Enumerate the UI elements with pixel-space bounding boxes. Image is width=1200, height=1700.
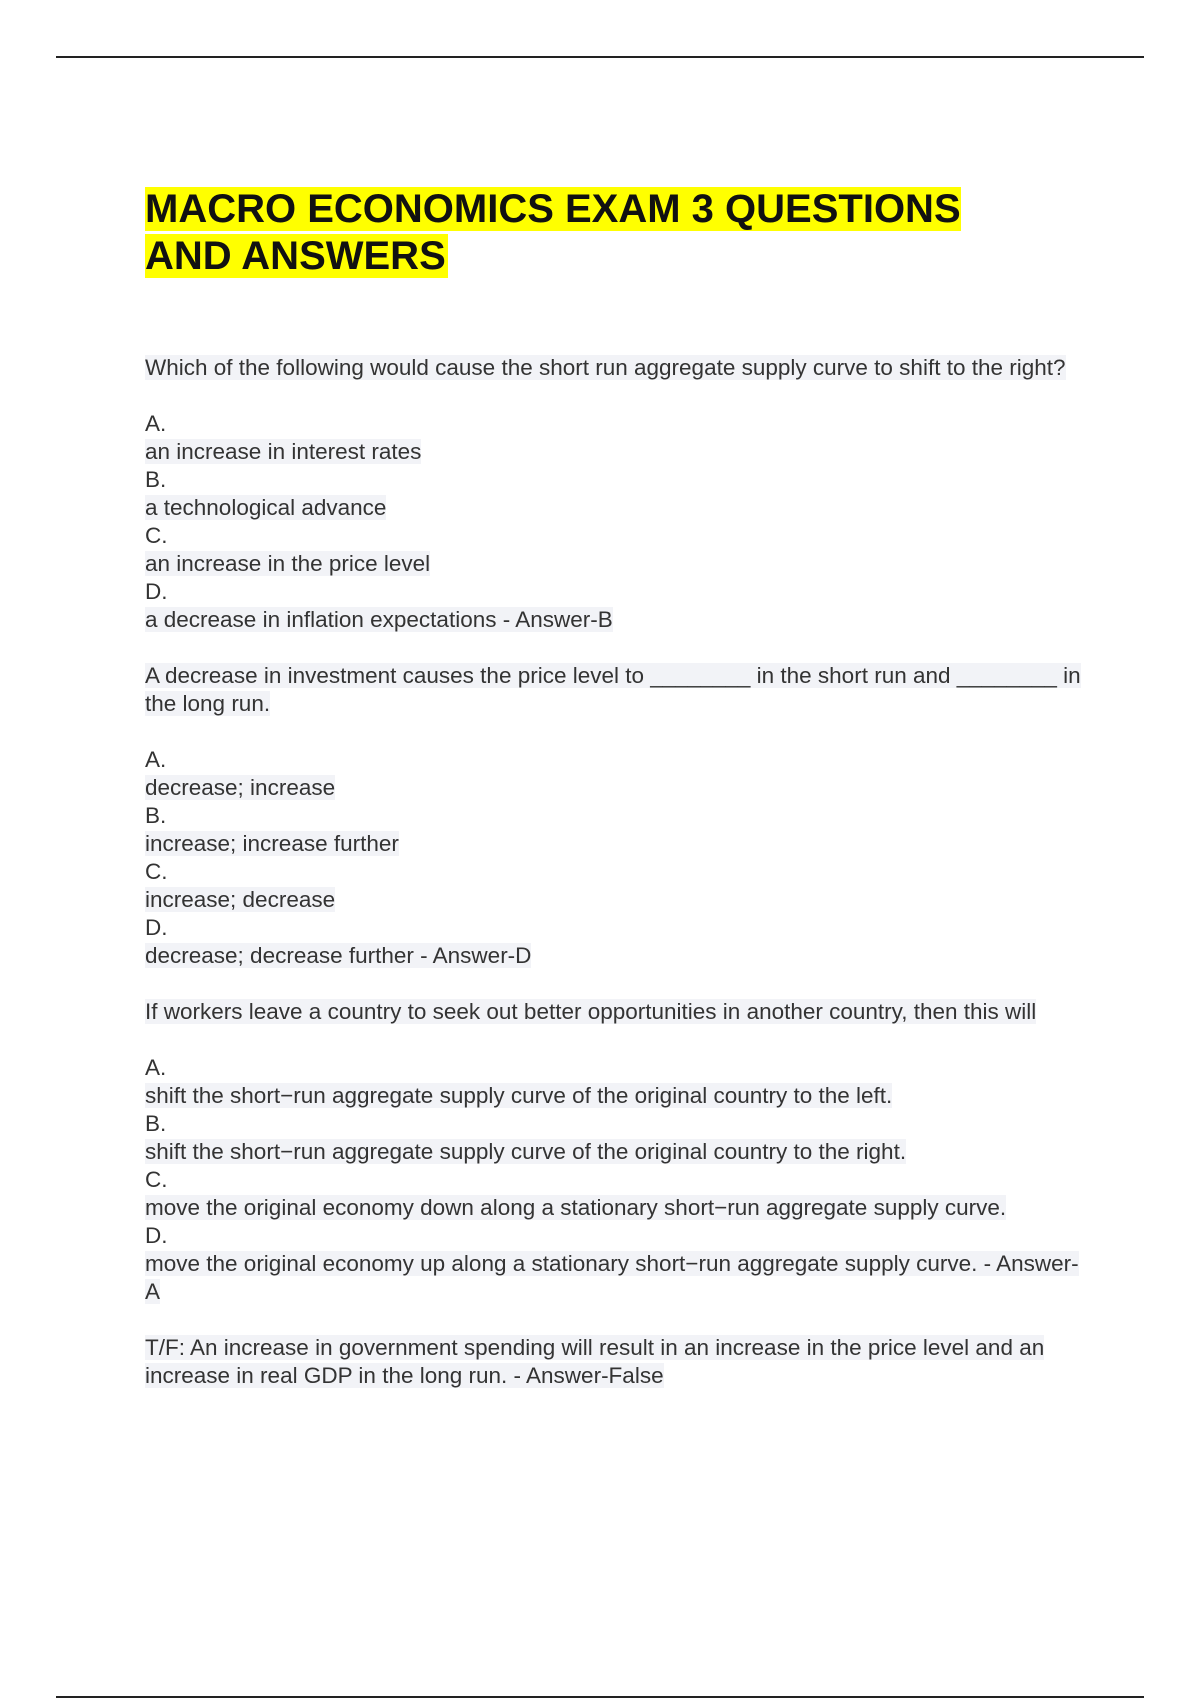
- true-false-question: T/F: An increase in government spending will result in an increase in the price level and an increase in real GDP in the long run. - Answer-False: [145, 1335, 1045, 1388]
- option-text: shift the short−run aggregate supply curve of the original country to the left.: [145, 1083, 893, 1108]
- page-title: MACRO ECONOMICS EXAM 3 QUESTIONS AND ANSWERS: [145, 187, 961, 278]
- option-letter: B.: [145, 803, 167, 828]
- option-text-with-answer: move the original economy up along a stationary short−run aggregate supply curve. - Answer-A: [145, 1251, 1079, 1304]
- question-2: [145, 662, 1085, 970]
- question-3: [145, 998, 1085, 1306]
- option-letter: B.: [145, 1111, 167, 1136]
- option-letter: B.: [145, 467, 167, 492]
- option-letter: C.: [145, 523, 168, 548]
- option-letter: A.: [145, 747, 167, 772]
- option-text-with-answer: a decrease in inflation expectations - Answer-B: [145, 607, 613, 632]
- option-text: decrease; increase: [145, 775, 336, 800]
- option-letter: D.: [145, 915, 168, 940]
- bottom-rule: [56, 1696, 1144, 1698]
- option-letter: A.: [145, 411, 167, 436]
- option-text: an increase in the price level: [145, 551, 431, 576]
- option-text: increase; decrease: [145, 887, 336, 912]
- option-letter: C.: [145, 1167, 168, 1192]
- question-text: If workers leave a country to seek out better opportunities in another country, then this will: [145, 999, 1037, 1024]
- option-text-with-answer: decrease; decrease further - Answer-D: [145, 943, 532, 968]
- option-text: increase; increase further: [145, 831, 399, 856]
- question-1: [145, 354, 1085, 634]
- option-letter: A.: [145, 1055, 167, 1080]
- option-text: an increase in interest rates: [145, 439, 422, 464]
- option-text: shift the short−run aggregate supply curve of the original country to the right.: [145, 1139, 907, 1164]
- option-letter: C.: [145, 859, 168, 884]
- questions-list: [145, 354, 1085, 1390]
- question-text: Which of the following would cause the short run aggregate supply curve to shift to the right?: [145, 355, 1066, 380]
- top-rule: [56, 56, 1144, 58]
- option-text: move the original economy down along a stationary short−run aggregate supply curve.: [145, 1195, 1007, 1220]
- option-letter: D.: [145, 579, 168, 604]
- option-text: a technological advance: [145, 495, 387, 520]
- option-letter: D.: [145, 1223, 168, 1248]
- question-text: A decrease in investment causes the price level to ________ in the short run and ________ in the long run.: [145, 663, 1081, 716]
